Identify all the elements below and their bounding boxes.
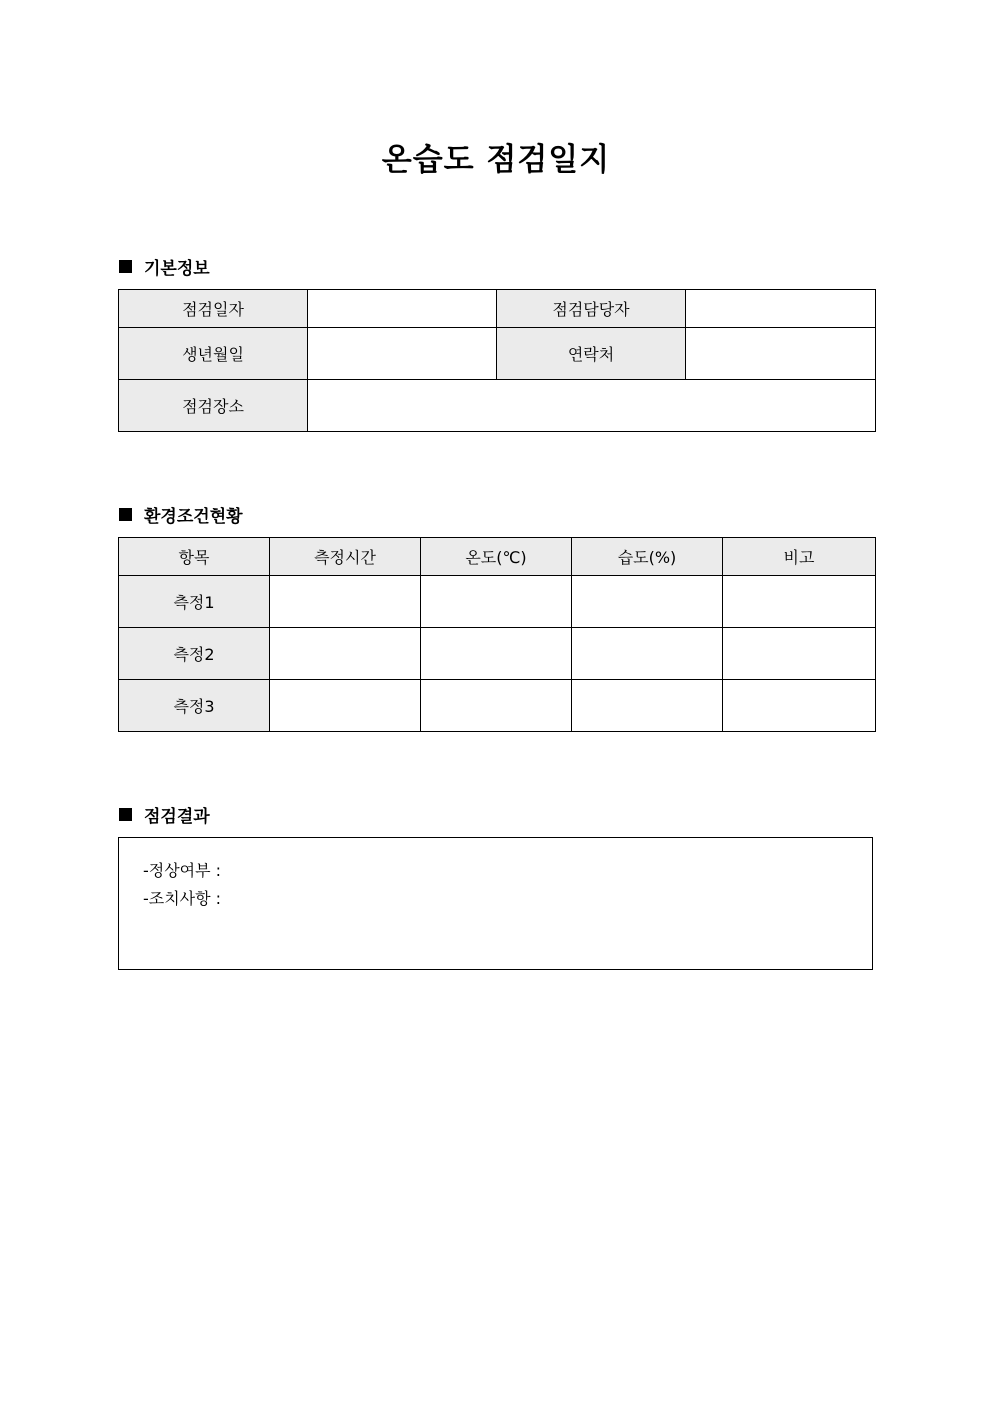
birth-date-label: 생년월일	[119, 328, 308, 380]
table-row	[119, 628, 876, 680]
basic-info-heading	[119, 254, 210, 279]
humidity-cell[interactable]	[572, 576, 723, 628]
table-row	[119, 576, 876, 628]
measurement-label: 측정3	[119, 680, 270, 732]
location-label: 점검장소	[119, 380, 308, 432]
temperature-cell[interactable]	[421, 628, 572, 680]
column-header-note: 비고	[723, 538, 876, 576]
contact-label: 연락처	[497, 328, 686, 380]
location-field[interactable]	[308, 380, 876, 432]
inspection-date-field[interactable]	[308, 290, 497, 328]
time-cell[interactable]	[270, 628, 421, 680]
note-cell[interactable]	[723, 680, 876, 732]
column-header-item: 항목	[119, 538, 270, 576]
environment-heading	[119, 502, 243, 527]
normal-status-label: -정상여부 :	[143, 861, 222, 880]
inspector-field[interactable]	[686, 290, 876, 328]
note-cell[interactable]	[723, 576, 876, 628]
result-box[interactable]	[118, 837, 873, 970]
column-header-time: 측정시간	[270, 538, 421, 576]
environment-header-row	[119, 538, 876, 576]
column-header-temperature: 온도(℃)	[421, 538, 572, 576]
table-row	[119, 680, 876, 732]
column-header-humidity: 습도(%)	[572, 538, 723, 576]
inspector-label: 점검담당자	[497, 290, 686, 328]
time-cell[interactable]	[270, 680, 421, 732]
page-title: 온습도 점검일지	[381, 142, 611, 178]
measurement-label: 측정1	[119, 576, 270, 628]
time-cell[interactable]	[270, 576, 421, 628]
environment-heading-text: 환경조건현황	[144, 507, 243, 527]
black-square-icon	[119, 808, 132, 821]
humidity-cell[interactable]	[572, 680, 723, 732]
basic-info-heading-text: 기본정보	[144, 259, 210, 279]
black-square-icon	[119, 508, 132, 521]
black-square-icon	[119, 260, 132, 273]
temperature-cell[interactable]	[421, 680, 572, 732]
action-label: -조치사항 :	[143, 889, 222, 908]
result-heading	[119, 802, 210, 827]
humidity-cell[interactable]	[572, 628, 723, 680]
measurement-label: 측정2	[119, 628, 270, 680]
temperature-cell[interactable]	[421, 576, 572, 628]
normal-status-line	[143, 857, 872, 885]
inspection-date-label: 점검일자	[119, 290, 308, 328]
birth-date-field[interactable]	[308, 328, 497, 380]
action-line	[143, 885, 872, 913]
environment-table	[118, 537, 876, 732]
contact-field[interactable]	[686, 328, 876, 380]
basic-info-table	[118, 289, 876, 432]
result-heading-text: 점검결과	[144, 807, 210, 827]
note-cell[interactable]	[723, 628, 876, 680]
